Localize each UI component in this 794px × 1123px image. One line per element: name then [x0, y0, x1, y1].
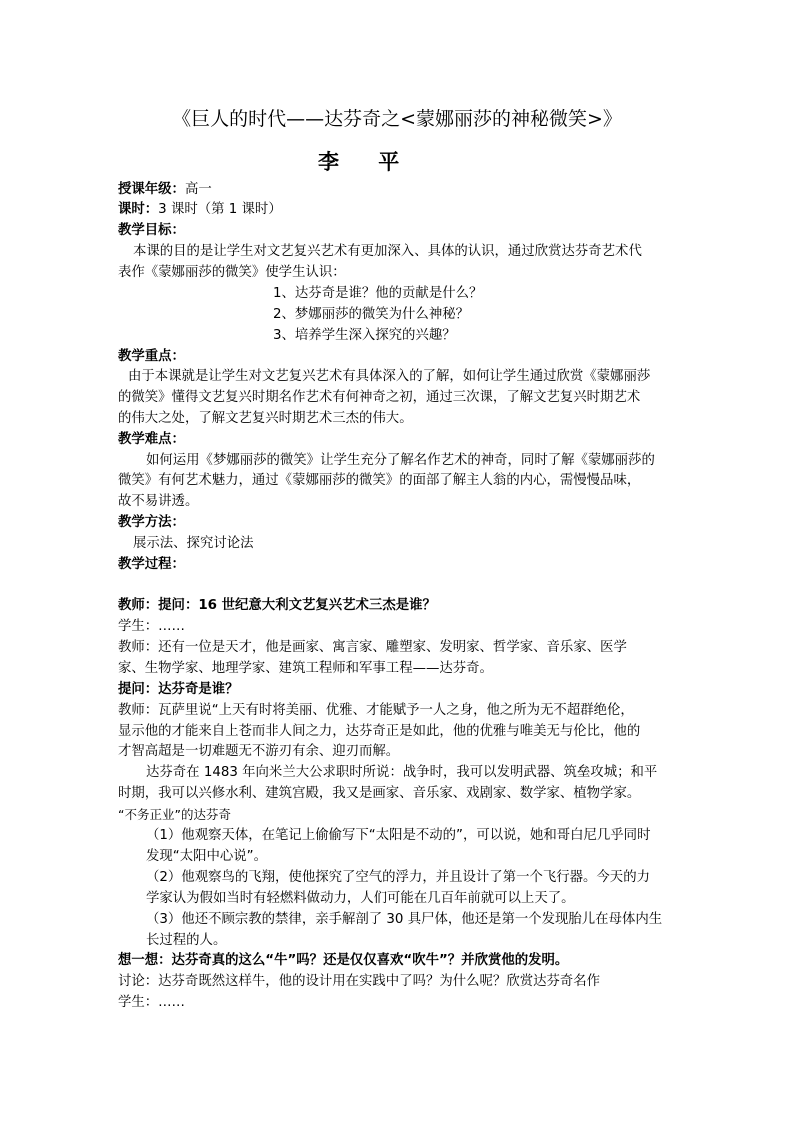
fact-line: （2）他观察鸟的飞翔，使他探究了空气的浮力，并且设计了第一个飞行器。今天的力 [146, 870, 650, 885]
hours-line [118, 200, 282, 220]
fact-line: （1）他观察天体，在笔记上偷偷写下“太阳是不动的”，可以说，她和哥白尼几乎同时 [146, 828, 651, 843]
fact-line: 发现“太阳中心说”。 [146, 849, 267, 864]
difficulties-line: 微笑》有何艺术魅力，通过《蒙娜丽莎的微笑》的面部了解主人翁的内心，需慢慢品味， [118, 473, 641, 488]
goal-item: 1、达芬奇是谁？他的贡献是什么？ [273, 286, 483, 301]
teacher-line: 显示他的才能来自上苍而非人间之力，达芬奇正是如此，他的优雅与唯美无与伦比，他的 [118, 724, 641, 739]
key-points-line: 的微笑》懂得文艺复兴时期名作艺术有何神奇之初，通过三次课，了解文艺复兴时期艺术 [118, 390, 641, 405]
key-points-line: 由于本课就是让学生对文艺复兴艺术有具体深入的了解，如何让学生通过欣赏《蒙娜丽莎 [128, 369, 651, 384]
discussion-line: 讨论：达芬奇既然这样牛，他的设计用在实践中了吗？为什么呢？欣赏达芬奇名作 [118, 974, 601, 989]
goals-text-line: 本课的目的是让学生对文艺复兴艺术有更加深入、具体的认识，通过欣赏达芬奇艺术代 [133, 244, 642, 259]
document-title: 《巨人的时代——达芬奇之<蒙娜丽莎的神秘微笑>》 [172, 108, 622, 130]
key-points-line: 的伟大之处，了解文艺复兴时期艺术三杰的伟大。 [118, 411, 413, 426]
methods-value: 展示法、探究讨论法 [133, 536, 254, 551]
key-points-heading: 教学重点： [118, 349, 185, 364]
goals-text-line: 表作《蒙娜丽莎的微笑》使学生认识： [118, 265, 346, 280]
difficulties-line: 故不易讲透。 [118, 494, 199, 509]
difficulties-heading: 教学难点： [118, 432, 185, 447]
teacher-line: 家、生物学家、地理学家、建筑工程师和军事工程——达芬奇。 [118, 661, 493, 676]
fact-line: 学家认为假如当时有轻燃料做动力，人们可能在几百年前就可以上天了。 [146, 891, 575, 906]
goals-heading: 教学目标： [118, 223, 185, 238]
hours-label: 课时： [118, 202, 159, 217]
quote-line: 达芬奇在 1483 年向米兰大公求职时所说：战争时，我可以发明武器、筑垒攻城；和平 [146, 765, 658, 780]
grade-value: 高一 [184, 182, 212, 197]
fact-line: （3）他还不顾宗教的禁律，亲手解剖了 30 具尸体，他还是第一个发现胎儿在母体内生 [146, 912, 663, 927]
grade-line [118, 180, 212, 200]
teacher-line: 教师：还有一位是天才，他是画家、寓言家、雕塑家、发明家、哲学家、音乐家、医学 [118, 640, 627, 655]
teacher-line: 才智高超是一切难题无不游刃有余、迎刃而解。 [118, 744, 400, 759]
question-1: 教师：提问：16 世纪意大利文艺复兴艺术三杰是谁？ [118, 598, 436, 613]
student-answer: 学生：…… [118, 619, 185, 634]
grade-label: 授课年级： [118, 182, 185, 197]
methods-heading: 教学方法： [118, 515, 185, 530]
teacher-line: 教师：瓦萨里说“上天有时将美丽、优雅、才能赋予一人之身，他之所为无不超群绝伦， [118, 703, 634, 718]
hours-value: 3 课时（第 1 课时） [158, 202, 282, 217]
author-name: 李 平 [318, 150, 416, 174]
fact-line: 长过程的人。 [146, 933, 227, 948]
quote-line: 时期，我可以兴修水利、建筑宫殿，我又是画家、音乐家、戏剧家、数学家、植物学家。 [118, 786, 641, 801]
question-2: 提问：达芬奇是谁？ [118, 682, 239, 697]
difficulties-line: 如何运用《梦娜丽莎的微笑》让学生充分了解名作艺术的神奇，同时了解《蒙娜丽莎的 [146, 453, 655, 468]
process-heading: 教学过程： [118, 557, 185, 572]
goal-item: 2、梦娜丽莎的微笑为什么神秘？ [273, 307, 469, 322]
think-prompt: 想一想：达芬奇真的这么“牛”吗？还是仅仅喜欢“吹牛”？并欣赏他的发明。 [118, 953, 569, 968]
section-subtitle: “不务正业”的达芬奇 [118, 807, 231, 822]
goal-item: 3、培养学生深入探究的兴趣？ [273, 328, 456, 343]
student-answer: 学生：…… [118, 995, 185, 1010]
